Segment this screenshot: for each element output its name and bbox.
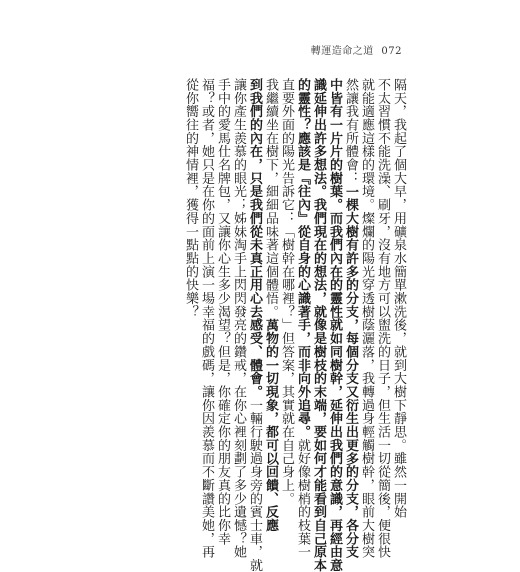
text-segment: 隔天，我起了個大早，用礦泉水簡單漱洗後，就到大樹下靜思。雖然一開始 bbox=[391, 78, 406, 519]
page-number: 072 bbox=[381, 46, 402, 57]
text-segment: 從你嚮往的神情裡，獲得一點點的快樂？ bbox=[183, 78, 198, 319]
text-column bbox=[246, 78, 262, 572]
text-column bbox=[374, 78, 390, 559]
bold-text-segment: 識延伸出許多想法。我們現在的想法，就像是樹枝的末端，要如何才能看到自己原本 bbox=[311, 78, 326, 572]
text-column bbox=[342, 78, 358, 559]
bold-text-segment: 萬物的一切現象，都可以回饋、反應 bbox=[263, 318, 278, 532]
text-segment: 然讓我有所體會： bbox=[343, 78, 358, 185]
text-segment: 手中的愛馬仕名牌包，又讓你心生多少渴望？但是，你確定你的朋友真的比你幸 bbox=[215, 78, 230, 546]
text-column bbox=[262, 78, 278, 532]
text-column bbox=[230, 78, 246, 559]
text-segment: 就能適應這樣的環境。燦爛的陽光穿透樹蔭灑落，我轉過身輕觸樹幹，眼前大樹突 bbox=[359, 78, 374, 559]
text-column bbox=[390, 78, 406, 519]
text-segment: 讓你產生羨慕的眼光；姊妹淘手上閃閃發亮的鑽戒，在你心裡刻劃了多少遺憾？她 bbox=[231, 78, 246, 559]
bold-text-segment: 到我們的內在，只是我們從未真正用心去感受、體會。 bbox=[247, 78, 262, 399]
bold-text-segment: 一棵大樹有許多的分支，每個分支又衍生出更多的分支，各分支 bbox=[343, 184, 358, 559]
text-column bbox=[278, 78, 294, 506]
text-segment: 一輛行駛過身旁的賓士車，就 bbox=[247, 398, 262, 572]
book-title: 轉運造命之道 bbox=[310, 46, 374, 57]
text-column bbox=[358, 78, 374, 559]
text-segment: 福？或者，她只是在你的面前上演一場幸福的戲碼，讓你因羨慕而不斷讚美她，再 bbox=[199, 78, 214, 559]
text-column bbox=[310, 78, 326, 572]
bold-text-segment: 的靈性？應該是『往內』從自身的心識著手，而非向外追尋。 bbox=[295, 78, 310, 439]
bold-text-segment: 中皆有一片片的樹葉。而我們內在的靈性就如同樹幹，延伸出我們的意識，再經由意 bbox=[327, 78, 342, 572]
text-column bbox=[198, 78, 214, 559]
text-segment: 就好像樹梢的枝葉一 bbox=[295, 438, 310, 559]
text-column bbox=[326, 78, 342, 572]
text-column bbox=[182, 78, 198, 378]
text-column bbox=[294, 78, 310, 559]
text-segment: 不太習慣不能洗澡、刷牙，沒有地方可以盥洗的日子，但生活一切從簡後，便很快 bbox=[375, 78, 390, 559]
body-text bbox=[141, 78, 406, 572]
text-segment: 直要外面的陽光告訴它：「樹幹在哪裡？」但答案，其實就在自己身上。 bbox=[279, 78, 294, 506]
text-column bbox=[214, 78, 230, 546]
running-header bbox=[311, 42, 402, 57]
text-segment: 我繼續坐在樹下，細細品味著這個體悟。 bbox=[263, 78, 278, 319]
